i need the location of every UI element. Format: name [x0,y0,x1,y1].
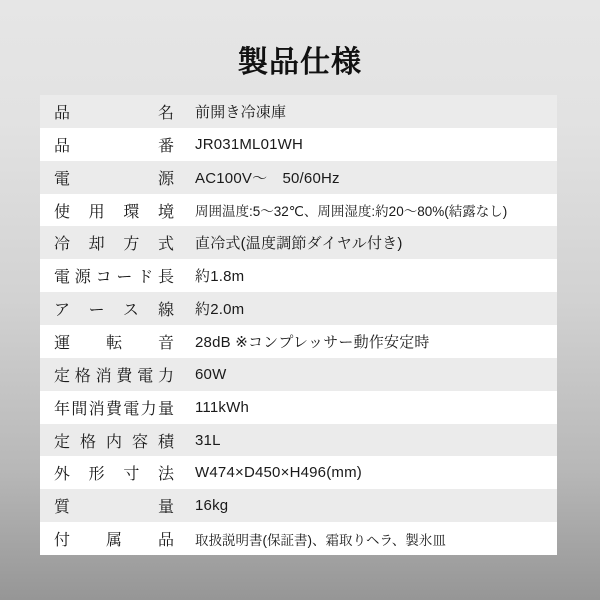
spec-row [40,292,557,325]
spec-row [40,194,557,227]
spec-row [40,522,557,555]
spec-row [40,95,557,128]
spec-value: 28dB ※コンプレッサー動作安定時 [195,333,430,351]
spec-label: 電源コード長 [54,269,174,287]
spec-row [40,325,557,358]
spec-label: 質量 [54,499,174,517]
spec-value: 取扱説明書(保証書)、霜取りヘラ、製氷皿 [195,532,446,548]
spec-value: 111kWh [195,398,250,416]
spec-value: 前開き冷凍庫 [195,103,287,121]
spec-row [40,358,557,391]
spec-label: アース線 [54,302,174,320]
spec-label: 外形寸法 [54,466,174,484]
spec-label: 付属品 [54,532,174,550]
spec-row [40,424,557,457]
spec-label: 定格消費電力 [54,367,174,385]
spec-label: 品番 [54,137,174,155]
spec-label: 定格内容積 [54,433,174,451]
spec-row [40,259,557,292]
page-title: 製品仕様 [238,46,362,79]
spec-row [40,456,557,489]
spec-value: AC100V～ 50/60Hz [195,169,340,187]
spec-label: 使用環境 [54,203,174,221]
spec-row [40,161,557,194]
spec-row [40,128,557,161]
spec-value: 60W [195,365,227,383]
spec-row [40,489,557,522]
spec-value: 直冷式(温度調節ダイヤル付き) [195,235,403,253]
spec-label: 運転音 [54,334,174,352]
spec-value: 周囲温度:5～32℃、周囲湿度:約20～80%(結露なし) [195,204,508,219]
spec-value: 約1.8m [195,268,245,286]
spec-row [40,391,557,424]
spec-label: 冷却方式 [54,236,174,254]
spec-value: 31L [195,431,221,449]
spec-label: 品名 [54,104,174,122]
spec-table [40,95,557,555]
spec-value: 約2.0m [195,301,245,319]
spec-label: 電源 [54,170,174,188]
spec-row [40,226,557,259]
spec-value: JR031ML01WH [195,135,304,153]
spec-value: 16kg [195,497,229,515]
spec-value: W474×D450×H496(mm) [195,464,363,482]
spec-label: 年間消費電力量 [54,400,174,418]
